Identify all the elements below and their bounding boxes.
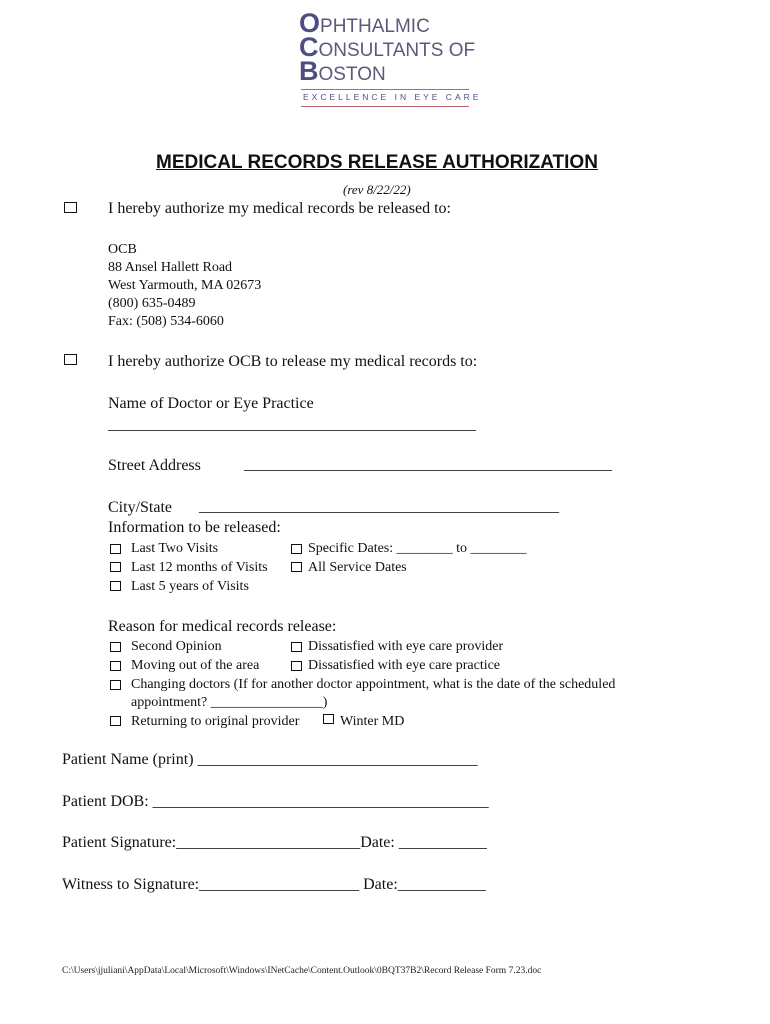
- all-service-dates-label: All Service Dates: [308, 560, 407, 575]
- ocb-name: OCB: [108, 242, 137, 257]
- specific-dates-label[interactable]: Specific Dates: ________ to ________: [308, 541, 527, 556]
- changing-doctors-label: Changing doctors (If for another doctor appointment, what is the date of the scheduled: [131, 677, 616, 692]
- file-path-footer: C:\Users\jjuliani\AppData\Local\Microsoft\Windows\INetCache\Content.Outlook\0BQT37B2\Record Release Form 7.23.doc: [62, 966, 542, 976]
- patient-signature-field[interactable]: Patient Signature:_______________________Date: ___________: [62, 834, 487, 851]
- last-12-months-checkbox[interactable]: [110, 562, 121, 572]
- dissatisfied-practice-checkbox[interactable]: [291, 661, 302, 671]
- last-two-visits-checkbox[interactable]: [110, 544, 121, 554]
- ocb-phone: (800) 635-0489: [108, 296, 196, 311]
- second-opinion-checkbox[interactable]: [110, 642, 121, 652]
- city-state-label: City/State: [108, 499, 172, 516]
- changing-doctors-checkbox[interactable]: [110, 680, 121, 690]
- appointment-date-field[interactable]: appointment? ________________): [131, 695, 328, 710]
- patient-name-field[interactable]: Patient Name (print) ___________________________________: [62, 751, 478, 768]
- ocb-logo: [299, 8, 482, 108]
- last-5-years-checkbox[interactable]: [110, 581, 121, 591]
- ocb-street: 88 Ansel Hallett Road: [108, 260, 233, 275]
- second-opinion-label: Second Opinion: [131, 639, 222, 654]
- doctor-name-field[interactable]: ______________________________________________: [108, 416, 476, 433]
- winter-md-checkbox[interactable]: [323, 714, 334, 724]
- doctor-name-label: Name of Doctor or Eye Practice: [108, 395, 314, 412]
- ocb-city: West Yarmouth, MA 02673: [108, 278, 262, 293]
- dissatisfied-provider-checkbox[interactable]: [291, 642, 302, 652]
- logo-line-consultants: CONSULTANTS OF: [299, 32, 476, 62]
- witness-signature-field[interactable]: Witness to Signature:____________________ Date:___________: [62, 876, 486, 893]
- release-to-ocb-checkbox[interactable]: [64, 202, 77, 213]
- street-address-label: Street Address: [108, 457, 201, 474]
- moving-label: Moving out of the area: [131, 658, 260, 673]
- last-12-months-label: Last 12 months of Visits: [131, 560, 268, 575]
- dissatisfied-practice-label: Dissatisfied with eye care practice: [308, 658, 501, 673]
- logo-line-ophthalmic: OPHTHALMIC: [299, 8, 430, 38]
- release-to-ocb-label: I hereby authorize my medical records be released to:: [108, 200, 451, 217]
- logo-line-boston: BOSTON: [299, 56, 386, 86]
- release-to-other-label: I hereby authorize OCB to release my medical records to:: [108, 353, 478, 370]
- form-title: MEDICAL RECORDS RELEASE AUTHORIZATION: [156, 152, 598, 173]
- street-address-field[interactable]: ______________________________________________: [244, 456, 612, 473]
- logo-tagline-band: [301, 89, 482, 107]
- returning-provider-label: Returning to original provider: [131, 714, 300, 729]
- specific-dates-checkbox[interactable]: [291, 544, 302, 554]
- moving-checkbox[interactable]: [110, 661, 121, 671]
- ocb-fax: Fax: (508) 534-6060: [108, 314, 224, 329]
- release-to-other-checkbox[interactable]: [64, 354, 77, 365]
- info-released-heading: Information to be released:: [108, 519, 281, 536]
- all-service-dates-checkbox[interactable]: [291, 562, 302, 572]
- patient-dob-field[interactable]: Patient DOB: __________________________________________: [62, 793, 489, 810]
- logo-tagline: EXCELLENCE IN EYE CARE: [303, 92, 482, 102]
- city-state-field[interactable]: _____________________________________________: [199, 498, 559, 515]
- returning-provider-checkbox[interactable]: [110, 716, 121, 726]
- last-two-visits-label: Last Two Visits: [131, 541, 219, 556]
- revision-date: (rev 8/22/22): [343, 182, 411, 197]
- last-5-years-label: Last 5 years of Visits: [131, 579, 249, 594]
- winter-md-label: Winter MD: [340, 714, 405, 729]
- reason-heading: Reason for medical records release:: [108, 618, 337, 635]
- dissatisfied-provider-label: Dissatisfied with eye care provider: [308, 639, 504, 654]
